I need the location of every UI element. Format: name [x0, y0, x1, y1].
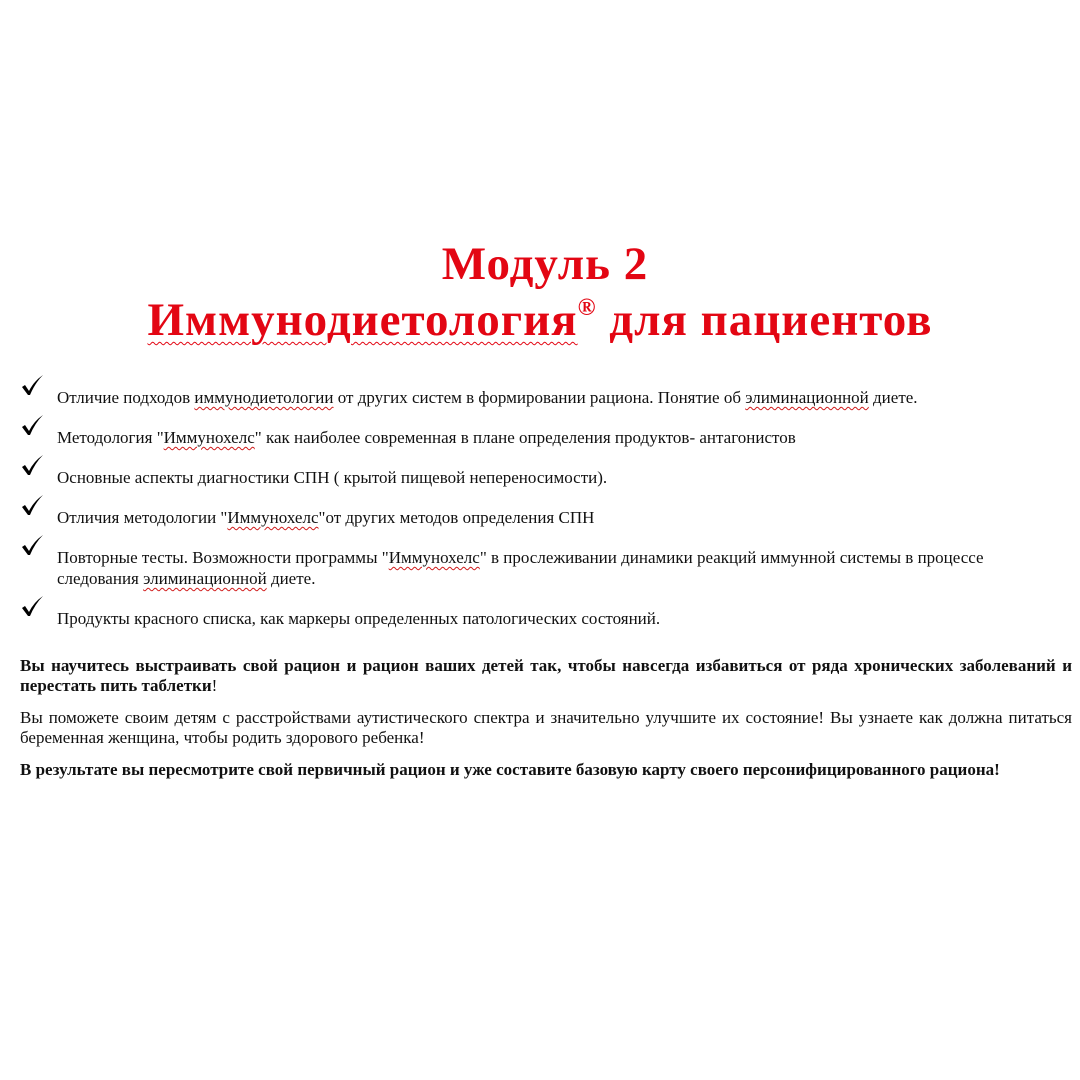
list-item — [20, 378, 1060, 408]
item-text: Повторные тесты. Возможности программы " — [57, 548, 389, 567]
item-text: Продукты красного списка, как маркеры определенных патологических состояний. — [57, 609, 661, 628]
item-term: элиминационной — [745, 388, 869, 407]
checkmark-icon — [20, 454, 44, 478]
paragraph-bold-text: Вы научитесь выстраивать свой рацион и рацион ваших детей так, чтобы навсегда избавиться от ряда хронических заболеваний и перестать пить таблетки — [20, 656, 1072, 695]
item-text: Основные аспекты диагностики СПН ( крытой пищевой непереносимости). — [57, 468, 608, 487]
item-text: Отличие подходов — [57, 388, 195, 407]
description-block — [20, 656, 1072, 792]
topic-list — [20, 378, 1060, 639]
item-text: " в прослеживании динамики реакций иммунной системы в процессе следования — [57, 548, 984, 588]
item-text: Методология " — [57, 428, 164, 447]
title-rest: для пациентов — [596, 294, 933, 346]
checkmark-icon — [20, 374, 44, 398]
list-item — [20, 599, 1060, 629]
item-text: Отличия методологии " — [57, 508, 228, 527]
title-word-immunodietology: Иммунодиетология — [147, 294, 578, 346]
item-term: Иммунохелс — [163, 428, 255, 447]
checkmark-icon — [20, 414, 44, 438]
title-line-2 — [0, 292, 1080, 348]
title-line-1: Модуль 2 — [441, 238, 649, 290]
paragraph-benefits — [20, 656, 1072, 696]
checkmark-icon — [20, 595, 44, 619]
item-term: иммунодиетологии — [194, 388, 334, 407]
list-item — [20, 418, 1060, 448]
item-text: диете. — [266, 569, 316, 588]
list-item — [20, 458, 1060, 488]
registered-mark: ® — [577, 295, 597, 321]
item-term: элиминационной — [143, 569, 267, 588]
checkmark-icon — [20, 534, 44, 558]
item-term: Иммунохелс — [388, 548, 480, 567]
item-text: диете. — [868, 388, 918, 407]
item-text: от других систем в формировании рациона. Понятие об — [333, 388, 746, 407]
item-term: Иммунохелс — [227, 508, 319, 527]
paragraph-children: Вы поможете своим детям с расстройствами аутистического спектра и значительно улучшите их состояние! Вы узнаете как должна питаться беременная женщина, чтобы родить здорового ребенка! — [20, 708, 1072, 747]
list-item — [20, 538, 1060, 589]
paragraph-end: ! — [211, 676, 218, 695]
item-text: "от других методов определения СПН — [318, 508, 595, 527]
checkmark-icon — [20, 494, 44, 518]
page-title — [0, 236, 1080, 348]
item-text: " как наиболее современная в плане определения продуктов- антагонистов — [254, 428, 796, 447]
list-item — [20, 498, 1060, 528]
paragraph-result: В результате вы пересмотрите свой первичный рацион и уже составите базовую карту своего персонифицированного рациона! — [20, 760, 1000, 779]
